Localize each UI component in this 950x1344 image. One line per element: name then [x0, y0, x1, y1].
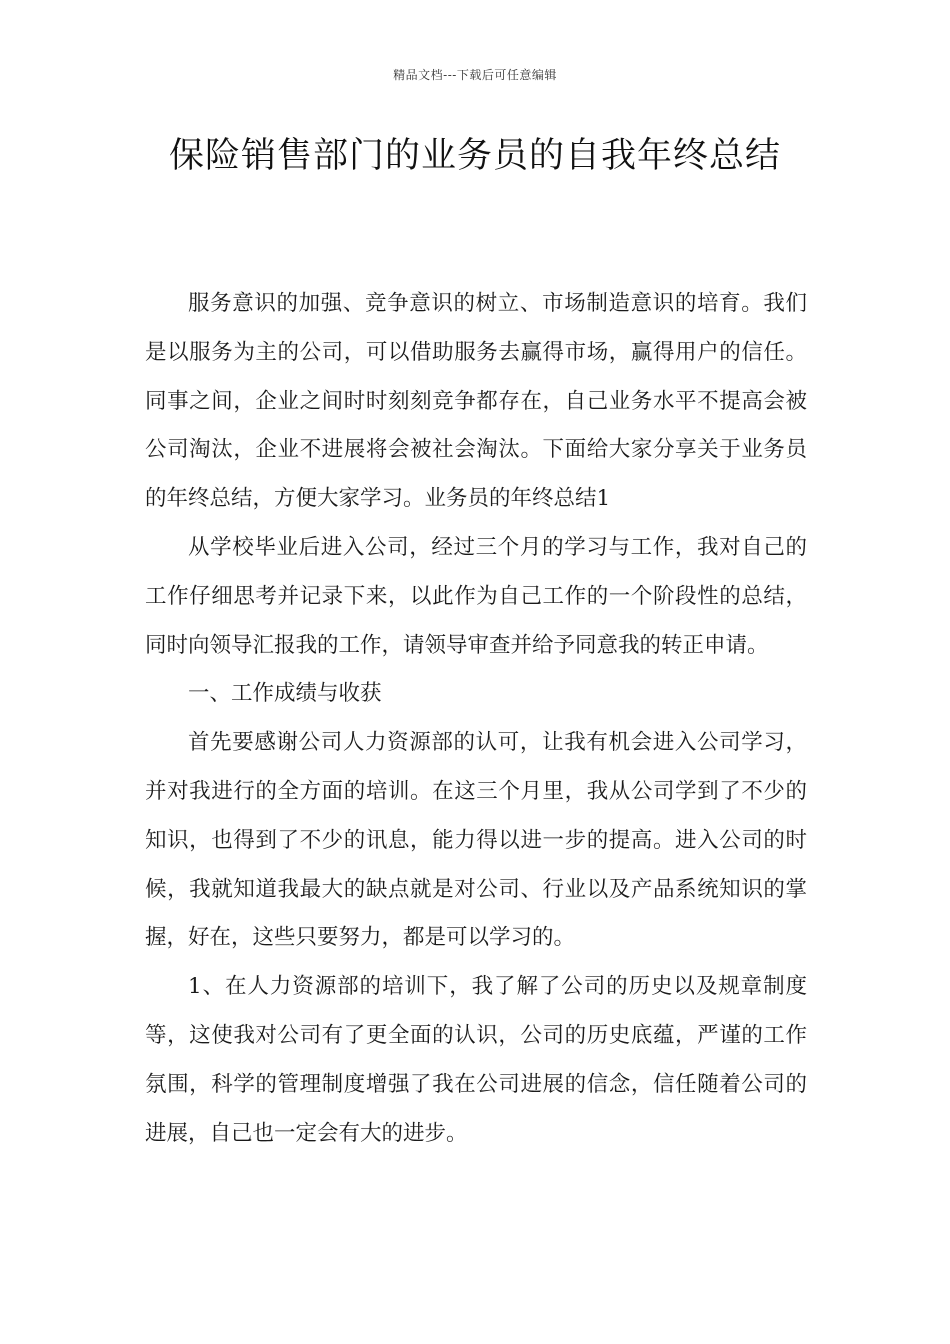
document-body: [145, 280, 807, 1158]
paragraph: 1、在人力资源部的培训下，我了解了公司的历史以及规章制度等，这使我对公司有了更全面的认识，公司的历史底蕴，严谨的工作氛围，科学的管理制度增强了我在公司进展的信念，信任随着公司的进展，自己也一定会有大的进步。: [145, 974, 807, 1146]
paragraph: 服务意识的加强、竞争意识的树立、市场制造意识的培育。我们是以服务为主的公司，可以借助服务去赢得市场，赢得用户的信任。同事之间，企业之间时时刻刻竞争都存在，自己业务水平不提高会被公司淘汰，企业不进展将会被社会淘汰。下面给大家分享关于业务员的年终总结，方便大家学习。业务员的年终总结1: [145, 291, 807, 512]
paragraph: 从学校毕业后进入公司，经过三个月的学习与工作，我对自己的工作仔细思考并记录下来，以此作为自己工作的一个阶段性的总结，同时向领导汇报我的工作，请领导审查并给予同意我的转正申请。: [145, 534, 807, 658]
paragraph: 首先要感谢公司人力资源部的认可，让我有机会进入公司学习，并对我进行的全方面的培训。在这三个月里，我从公司学到了不少的知识，也得到了不少的讯息，能力得以进一步的提高。进入公司的时候，我就知道我最大的缺点就是对公司、行业以及产品系统知识的掌握，好在，这些只要努力，都是可以学习的。: [145, 730, 807, 951]
header-note: 精品文档---下载后可任意编辑: [393, 68, 557, 82]
document-title: 保险销售部门的业务员的自我年终总结: [168, 136, 781, 176]
section-heading: 一、工作成绩与收获: [188, 681, 382, 707]
